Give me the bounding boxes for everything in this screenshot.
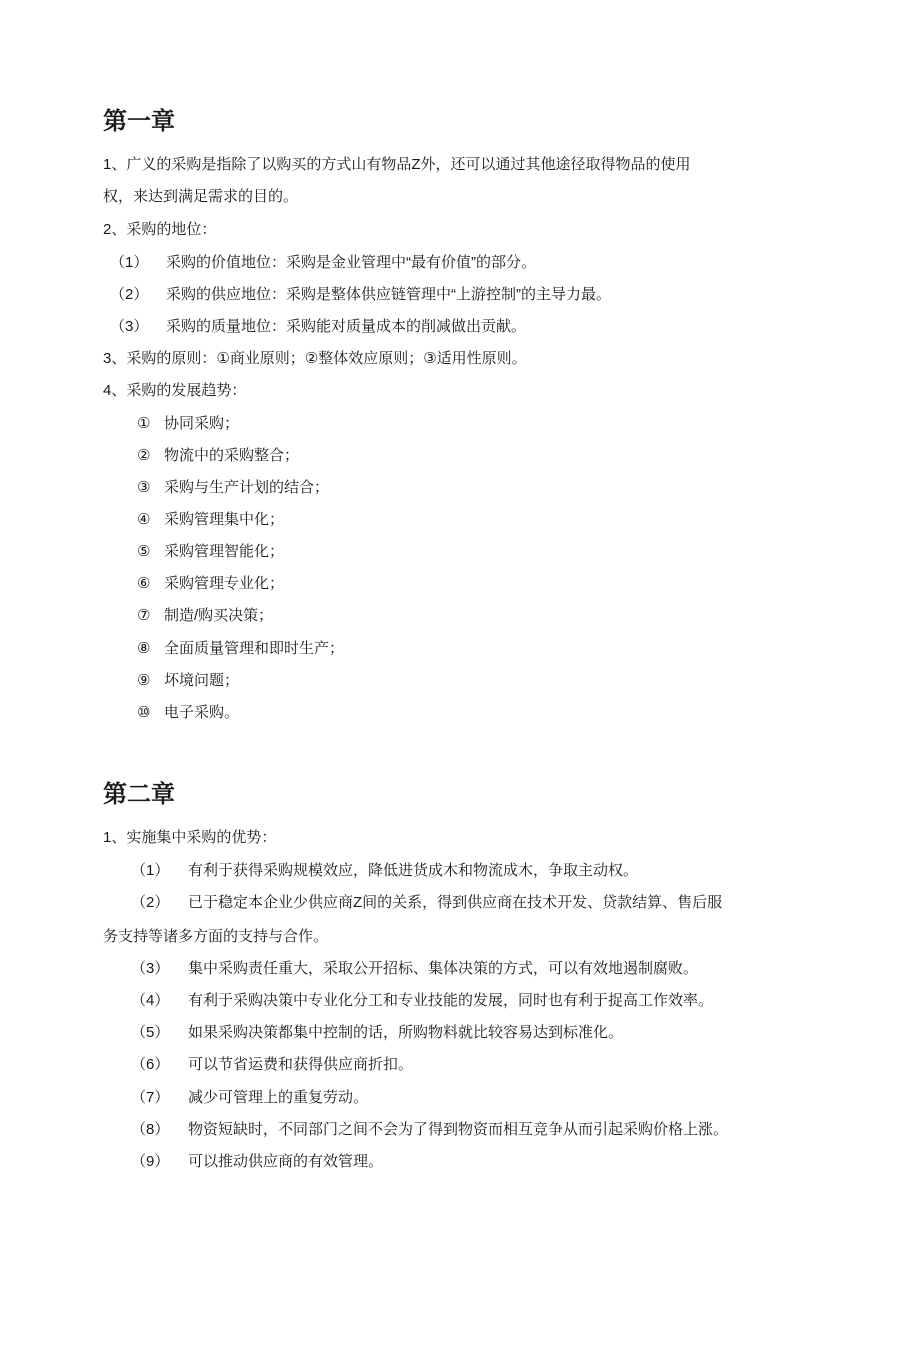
list-item: 采购的价值地位：采购是金业管理中“最有价值”的部分。	[166, 254, 536, 271]
list-item: 如果采购决策都集中控制的话，所购物料就比较容易达到标准化。	[188, 1024, 624, 1041]
item-number: （9）	[131, 1153, 170, 1170]
list-item: 已于稳定本企业少供应商Z间的关系，得到供应商在技术开发、贷款结算、售后服	[188, 894, 723, 911]
item-number: ②	[137, 447, 151, 464]
item-number: ⑥	[137, 575, 151, 592]
list-item: 集中采购责任重大，采取公开招标、集体决策的方式，可以有效地遏制腐败。	[188, 960, 699, 977]
chapter-2-title: 第二章	[103, 781, 175, 808]
item-number: （2）	[110, 286, 149, 303]
item-number: （2）	[131, 894, 170, 911]
paragraph: 3、采购的原则：①商业原则；②整体效应原则；③适用性原则。	[103, 350, 527, 367]
list-item: 采购管理专业化；	[164, 575, 285, 592]
paragraph: 1、实施集中采购的优势：	[103, 829, 277, 846]
list-item: 物资短缺时，不同部门之间不会为了得到物资而相互竞争从而引起采购价格上涨。	[188, 1121, 729, 1138]
item-number: ①	[137, 415, 151, 432]
list-item: 有利于采购决策中专业化分工和专业技能的发展，同时也有利于捉高工作效率。	[188, 992, 714, 1009]
list-item: 有利于获得采购规模效应，降低进货成木和物流成木，争取主动权。	[188, 862, 639, 879]
paragraph: 4、采购的发展趋势：	[103, 382, 247, 399]
item-number: （5）	[131, 1024, 170, 1041]
item-number: ⑨	[137, 672, 151, 689]
item-number: ⑧	[137, 640, 151, 657]
list-item: 采购管理集中化；	[164, 511, 285, 528]
list-item: 物流中的采购整合；	[164, 447, 300, 464]
list-item: 采购与生产计划的结合；	[164, 479, 330, 496]
list-item: 协同采购；	[164, 415, 240, 432]
list-item: 采购管理智能化；	[164, 543, 285, 560]
list-item: 减少可管理上的重复劳动。	[188, 1089, 369, 1106]
item-number: （4）	[131, 992, 170, 1009]
list-item: 全面质量管理和即时生产；	[164, 640, 345, 657]
list-item: 采购的供应地位：采购是整体供应链管理中“上游控制”的主导力最。	[166, 286, 611, 303]
chapter-1-title: 第一章	[103, 108, 175, 135]
list-item: 电子采购。	[164, 704, 240, 721]
list-item: 制造/购买决策；	[164, 607, 274, 624]
item-number: （1）	[131, 862, 170, 879]
list-item: 可以节省运费和获得供应商折扣。	[188, 1056, 414, 1073]
item-number: （7）	[131, 1089, 170, 1106]
paragraph: 权，来达到满足需求的目的。	[103, 188, 299, 205]
item-number: （3）	[131, 960, 170, 977]
item-number: ⑤	[137, 543, 151, 560]
paragraph: 1、广义的采购是指除了以购买的方式山有物品Z外，还可以通过其他途径取得物品的使用	[103, 156, 691, 173]
paragraph: 2、采购的地位：	[103, 221, 217, 238]
item-number: ④	[137, 511, 151, 528]
item-number: ⑦	[137, 607, 151, 624]
item-number: （8）	[131, 1121, 170, 1138]
item-number: ③	[137, 479, 151, 496]
list-item-continuation: 务支持等诸多方面的支持与合作。	[103, 928, 329, 945]
list-item: 采购的质量地位：采购能对质量成本的削减做出贡献。	[166, 318, 527, 335]
item-number: ⑩	[137, 704, 151, 721]
item-number: （1）	[110, 254, 149, 271]
item-number: （6）	[131, 1056, 170, 1073]
item-number: （3）	[110, 318, 149, 335]
list-item: 可以推动供应商的有效管理。	[188, 1153, 384, 1170]
list-item: 坏境问题；	[164, 672, 240, 689]
